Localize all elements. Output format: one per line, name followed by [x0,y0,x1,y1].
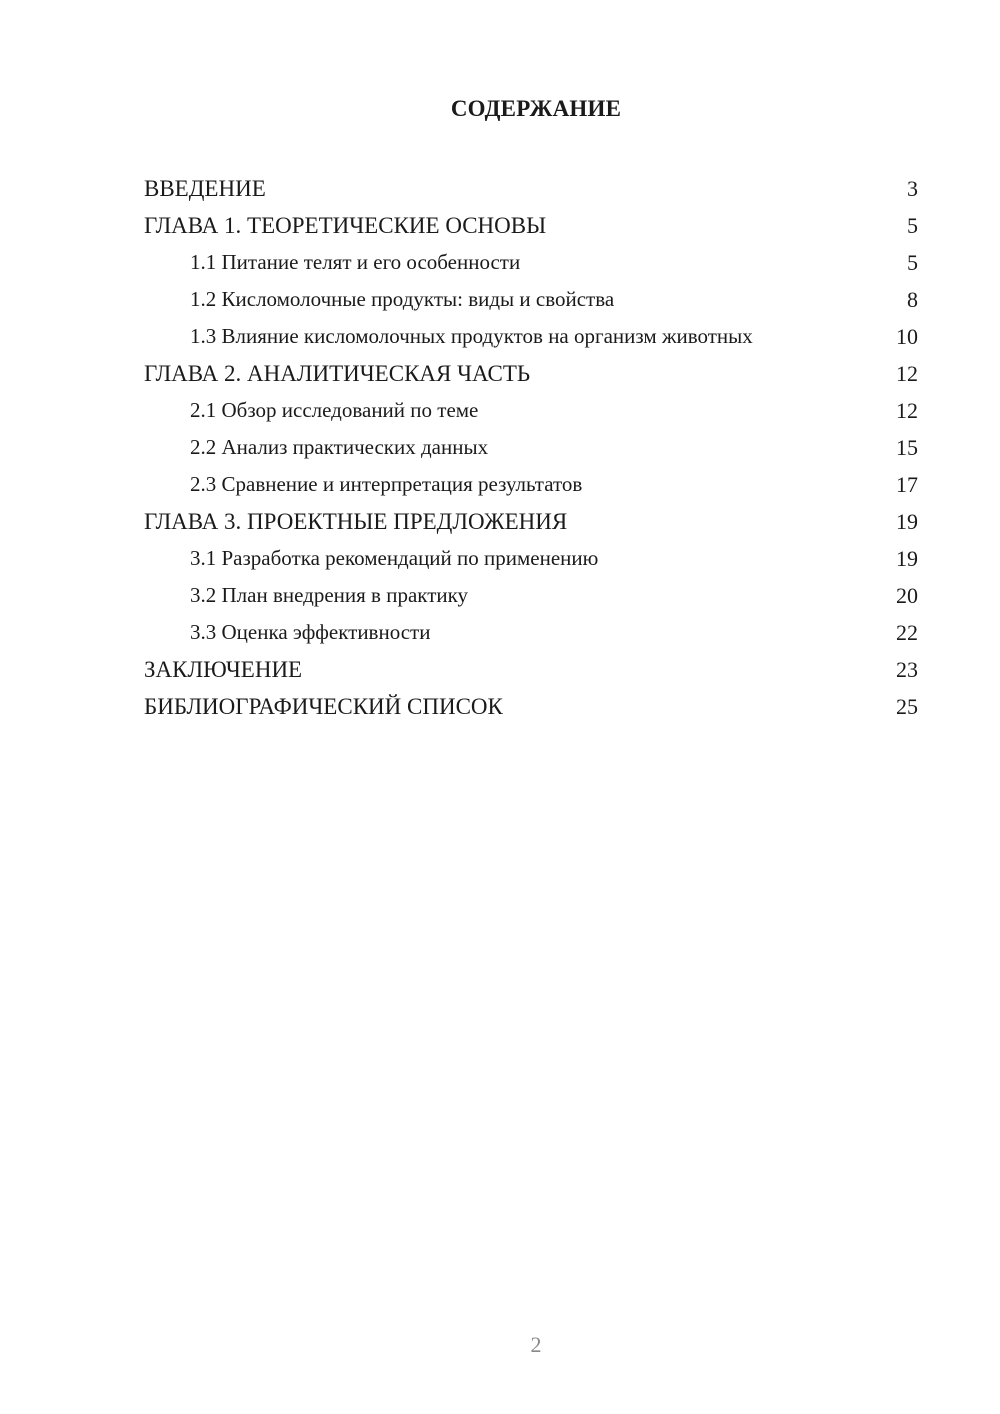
toc-entry-page: 19 [896,546,918,571]
toc-entry-section-1-3[interactable] [144,318,918,355]
toc-entry-section-1-1[interactable] [144,244,918,281]
page-number: 2 [530,1332,542,1357]
toc-entry-bibliography[interactable] [144,688,918,725]
toc-entry-page: 8 [907,287,918,312]
toc-entry-page: 5 [907,213,918,238]
toc-entry-section-2-2[interactable] [144,429,918,466]
toc-entry-section-2-1[interactable] [144,392,918,429]
toc-entry-chapter-3[interactable] [144,503,918,540]
toc-entry-label: 1.1 Питание телят и его особенности [190,250,521,274]
toc-entry-chapter-2[interactable] [144,355,918,392]
toc-entry-section-3-3[interactable] [144,614,918,651]
toc-entry-label: 3.3 Оценка эффективности [190,620,431,644]
toc-entry-label: 1.2 Кисломолочные продукты: виды и свойства [190,287,615,311]
toc-entry-label: БИБЛИОГРАФИЧЕСКИЙ СПИСОК [144,694,503,719]
toc-entry-label: 3.1 Разработка рекомендаций по применению [190,546,599,570]
table-of-contents [144,170,918,725]
toc-entry-label: 2.3 Сравнение и интерпретация результатов [190,472,583,496]
toc-entry-label: ВВЕДЕНИЕ [144,176,266,201]
toc-entry-page: 25 [896,694,918,719]
toc-entry-page: 10 [896,324,918,349]
toc-entry-page: 23 [896,657,918,682]
toc-entry-section-1-2[interactable] [144,281,918,318]
toc-entry-page: 22 [896,620,918,645]
toc-entry-label: ГЛАВА 2. АНАЛИТИЧЕСКАЯ ЧАСТЬ [144,361,531,386]
toc-entry-label: ЗАКЛЮЧЕНИЕ [144,657,303,682]
toc-entry-page: 19 [896,509,918,534]
toc-entry-page: 15 [896,435,918,460]
toc-entry-label: 3.2 План внедрения в практику [190,583,469,607]
toc-entry-page: 17 [896,472,918,497]
toc-entry-page: 3 [907,176,918,201]
toc-entry-section-3-1[interactable] [144,540,918,577]
toc-entry-page: 12 [896,361,918,386]
toc-entry-page: 20 [896,583,918,608]
toc-entry-label: ГЛАВА 1. ТЕОРЕТИЧЕСКИЕ ОСНОВЫ [144,213,547,238]
toc-entry-section-2-3[interactable] [144,466,918,503]
toc-entry-label: ГЛАВА 3. ПРОЕКТНЫЕ ПРЕДЛОЖЕНИЯ [144,509,568,534]
toc-entry-label: 2.2 Анализ практических данных [190,435,489,459]
toc-entry-conclusion[interactable] [144,651,918,688]
toc-entry-label: 1.3 Влияние кисломолочных продуктов на организм животных [190,324,753,348]
toc-entry-label: 2.1 Обзор исследований по теме [190,398,479,422]
toc-entry-section-3-2[interactable] [144,577,918,614]
toc-entry-page: 5 [907,250,918,275]
toc-entry-introduction[interactable] [144,170,918,207]
toc-entry-chapter-1[interactable] [144,207,918,244]
toc-entry-page: 12 [896,398,918,423]
page-title: СОДЕРЖАНИЕ [450,96,622,121]
